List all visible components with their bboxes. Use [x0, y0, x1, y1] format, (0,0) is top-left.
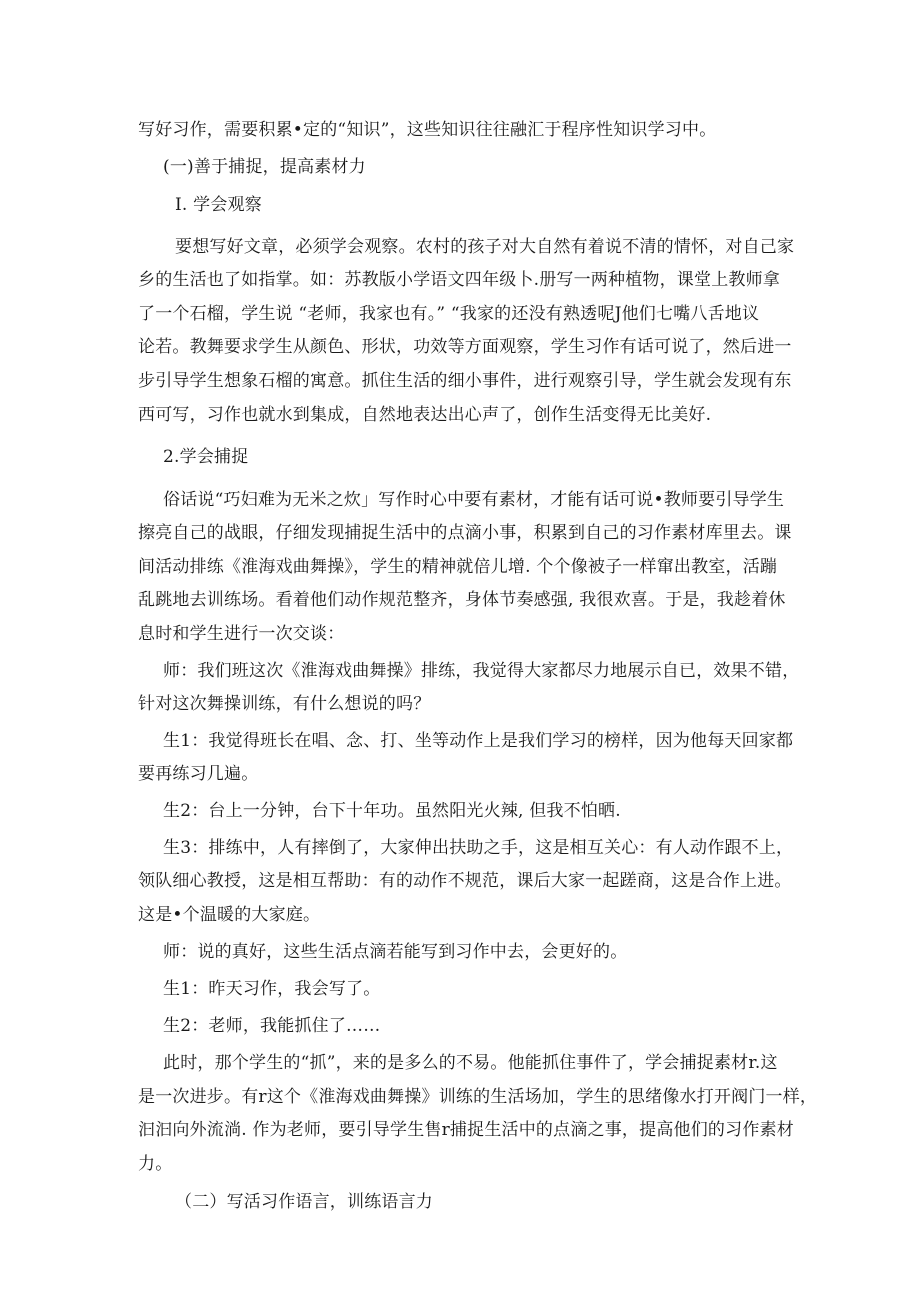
- paragraph-line: 力。: [138, 1154, 173, 1174]
- paragraph-line: 西可写，习作也就水到集成，自然地表达出心声了，创作生活变得无比美好.: [138, 405, 712, 425]
- dialogue-line: 要再练习几遍。: [138, 764, 259, 784]
- paragraph-line: 了一个石榴，学生说 “老师，我家也有。” “我家的还没有熟透呢J他们七嘴八舌地议: [138, 304, 760, 324]
- dialogue-line: 领队细心教授，这是相互帮助：有的动作不规范，课后大家一起蹉商，这是合作上进。: [138, 871, 792, 891]
- dialogue-line: 生2：老师，我能抓住了……: [163, 1016, 381, 1036]
- paragraph-line: 息时和学生进行一次交谈：: [138, 624, 345, 644]
- subsection-heading: 2.学会捕捉: [163, 447, 249, 467]
- paragraph-line: 擦亮自己的战眼，仔细发现捕捉生活中的点滴小事，积累到自己的习作素材库里去。课: [138, 523, 792, 543]
- paragraph-line: 乡的生活也了如指掌。如：苏教版小学语文四年级卜.册写一两种植物，课堂上教师拿: [138, 270, 781, 290]
- paragraph-line: 俗话说“巧妇难为无米之炊」写作时心中要有素材，才能有话可说•教师要引导学生: [163, 490, 785, 510]
- paragraph-line: 汩汩向外流淌. 作为老师，要引导学生售r捕捉生活中的点滴之事，提高他们的习作素材: [138, 1120, 794, 1140]
- section-heading: （二）写活习作语言，训练语言力: [175, 1192, 433, 1212]
- paragraph-line: 间活动排练《淮海戏曲舞操》，学生的精神就倍儿增. 个个像被子一样窜出教室，活蹦: [138, 557, 778, 577]
- paragraph-line: 要想写好文章，必须学会观察。农村的孩子对大自然有着说不清的情怀，对自己家: [175, 237, 795, 257]
- section-heading: (一)善于捕捉，提高素材力: [163, 157, 366, 177]
- dialogue-line: 针对这次舞操训练，有什么想说的吗？: [138, 694, 431, 714]
- dialogue-line: 这是•个温暖的大家庭。: [138, 905, 321, 925]
- paragraph-line: 是一次进步。有r这个《淮海戏曲舞操》训练的生活场加，学生的思绪像水打开阀门一样，: [138, 1087, 818, 1107]
- paragraph-line: 写好习作，需要积累•定的“知识”，这些知识往往融汇于程序性知识学习中。: [138, 120, 717, 140]
- dialogue-line: 师：我们班这次《淮海戏曲舞操》排练，我觉得大家都尽力地展示自已，效果不错，: [163, 661, 800, 681]
- paragraph-line: 此时，那个学生的“抓”，来的是多么的不易。他能抓住事件了，学会捕捉素材r.这: [163, 1053, 778, 1073]
- dialogue-line: 生3：排练中，人有摔倒了，大家伸出扶助之手，这是相互关心：有人动作跟不上，: [163, 838, 794, 858]
- subsection-heading: I. 学会观察: [175, 195, 262, 215]
- dialogue-line: 生1：我觉得班长在唱、念、打、坐等动作上是我们学习的榜样，因为他每天回家都: [163, 731, 794, 751]
- dialogue-line: 生2：台上一分钟，台下十年功。虽然阳光火辣, 但我不怕晒.: [163, 801, 621, 821]
- dialogue-line: 师：说的真好，这些生活点滴若能写到习作中去，会更好的。: [163, 942, 628, 962]
- dialogue-line: 生1：昨天习作，我会写了。: [163, 979, 381, 999]
- paragraph-line: 论若。教舞要求学生从颜色、形状，功效等方面观察，学生习作有话可说了，然后进一: [138, 337, 792, 357]
- paragraph-line: 步引导学生想象石榴的寓意。抓住生活的细小事件，进行观察引导，学生就会发现有东: [138, 371, 792, 391]
- paragraph-line: 乱跳地去训练场。看着他们动作规范整齐，身体节奏感强, 我很欢喜。于是，我趁着休: [138, 590, 786, 610]
